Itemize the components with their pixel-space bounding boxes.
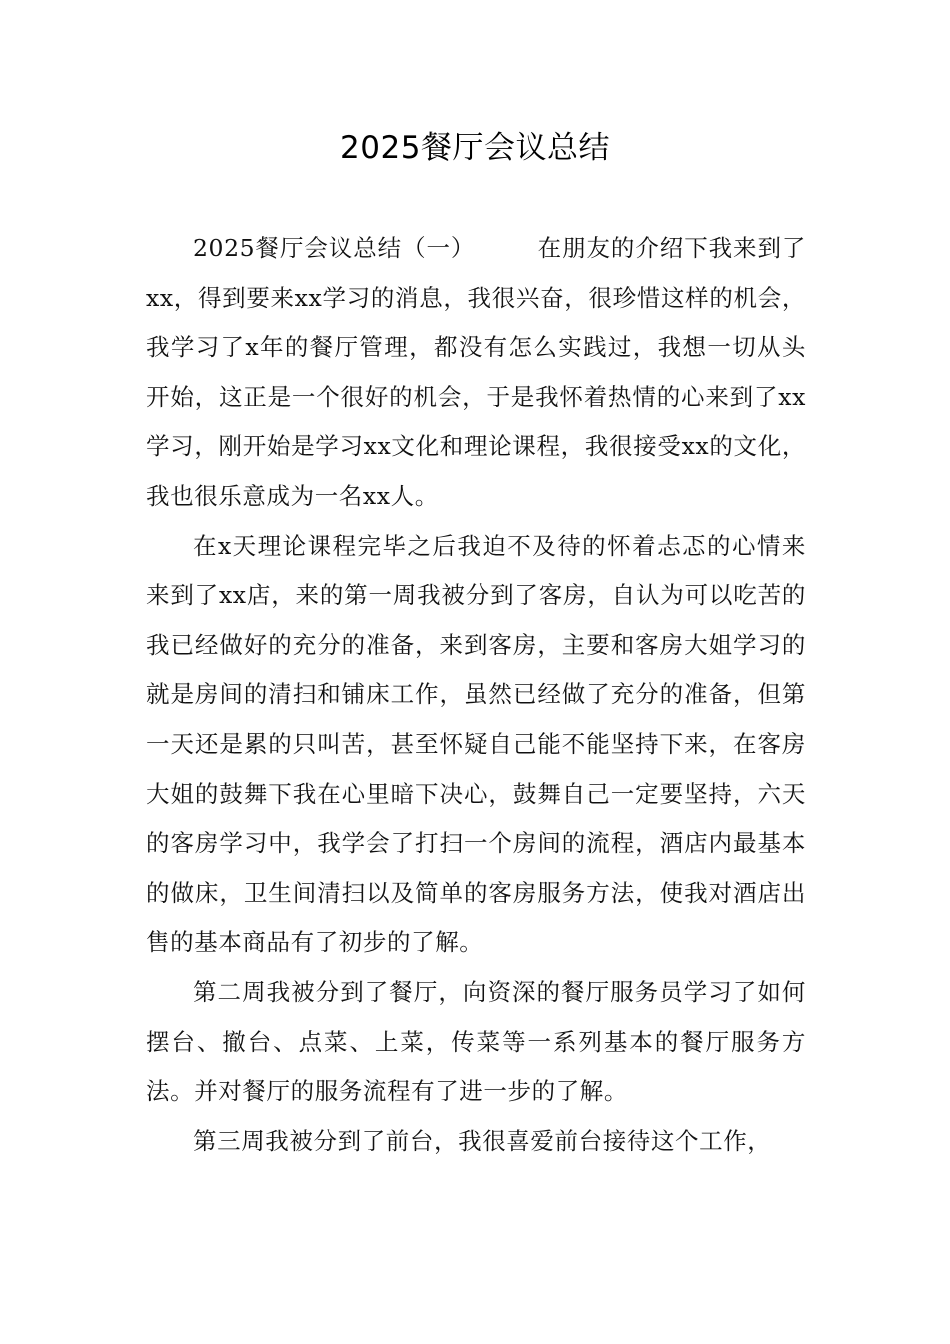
paragraph-3: 第二周我被分到了餐厅，向资深的餐厅服务员学习了如何摆台、撤台、点菜、上菜，传菜等一系列基本的餐厅服务方法。并对餐厅的服务流程有了进一步的了解。 xyxy=(146,977,806,1106)
paragraph-1 xyxy=(146,224,806,522)
paragraph-2: 在x天理论课程完毕之后我迫不及待的怀着忐忑的心情来来到了xx店，来的第一周我被分到了客房，自认为可以吃苦的我已经做好的充分的准备，来到客房，主要和客房大姐学习的就是房间的清扫和铺床工作，虽然已经做了充分的准备，但第一天还是累的只叫苦，甚至怀疑自己能不能坚持下来，在客房大姐的鼓舞下我在心里暗下决心，鼓舞自己一定要坚持，六天的客房学习中，我学会了打扫一个房间的流程，酒店内最基本的做床，卫生间清扫以及简单的客房服务方法，使我对酒店出售的基本商品有了初步的了解。 xyxy=(146,531,806,957)
document-body xyxy=(146,224,806,1166)
paragraph-4: 第三周我被分到了前台，我很喜爱前台接待这个工作， xyxy=(193,1126,772,1155)
paragraph-1-text: 在朋友的介绍下我来到了xx，得到要来xx学习的消息，我很兴奋，很珍惜这样的机会，我学习了x年的餐厅管理，都没有怎么实践过，我想一切从头开始，这正是一个很好的机会，于是我怀着热情的心来到了xx学习，刚开始是学习xx文化和理论课程，我很接受xx的文化，我也很乐意成为一名xx人。 xyxy=(146,234,806,510)
document-title: 2025餐厅会议总结 xyxy=(340,130,610,166)
section-heading: 2025餐厅会议总结（一） xyxy=(193,234,476,262)
